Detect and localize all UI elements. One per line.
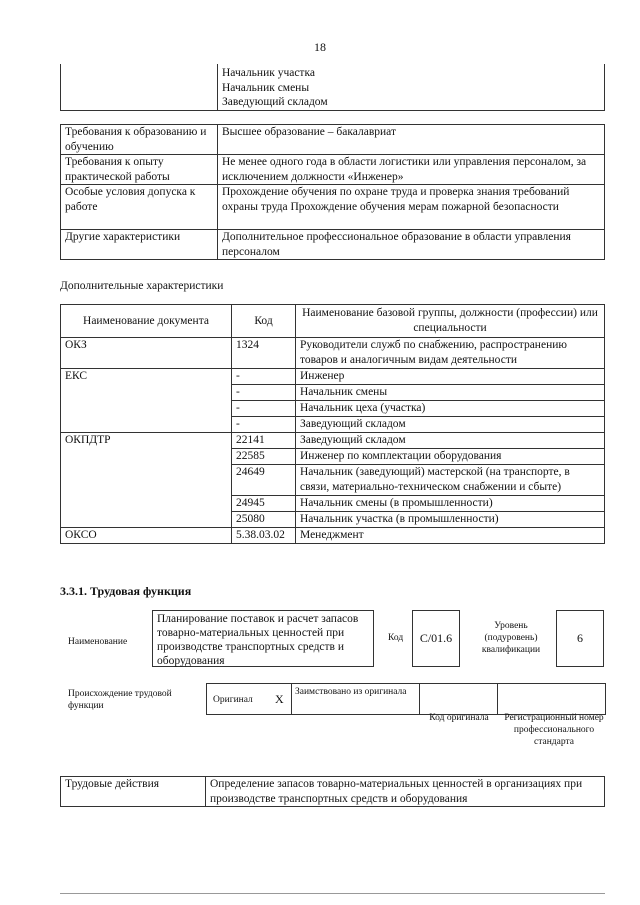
table-row <box>61 496 605 512</box>
requirement-label: Требования к образованию и обучению <box>61 125 218 155</box>
column-header-document: Наименование документа <box>61 305 232 338</box>
name-cell: Начальник смены <box>296 385 605 401</box>
table-row <box>61 433 605 449</box>
doc-cell <box>61 496 232 512</box>
requirement-row <box>61 155 605 185</box>
registration-number-caption: Регистрационный номер профессионального стандарта <box>504 713 604 747</box>
name-cell: Руководители служб по снабжению, распространению товаров и аналогичным видам деятельности <box>296 338 605 369</box>
table-row <box>61 777 605 807</box>
requirement-value: Дополнительное профессиональное образование в области управления персоналом <box>218 230 605 260</box>
requirement-row <box>61 125 605 155</box>
function-name-value: Планирование поставок и расчет запасов товарно-материальных ценностей при производстве транспортных средств и оборудования <box>152 610 374 667</box>
code-cell: 24945 <box>232 496 296 512</box>
table-row <box>61 465 605 496</box>
name-cell: Начальник (заведующий) мастерской (на транспорте, в связи, материально-техническом снабжении и сбыте) <box>296 465 605 496</box>
code-cell: - <box>232 369 296 385</box>
column-header-name: Наименование базовой группы, должности (профессии) или специальности <box>296 305 605 338</box>
code-cell: - <box>232 385 296 401</box>
position-line: Заведующий складом <box>222 96 328 108</box>
table-row <box>61 369 605 385</box>
labor-actions-table <box>60 776 605 807</box>
name-cell: Заведующий складом <box>296 417 605 433</box>
code-cell: 5.38.03.02 <box>232 528 296 544</box>
table-header-row <box>61 305 605 338</box>
name-cell: Инженер <box>296 369 605 385</box>
table-row <box>61 385 605 401</box>
requirement-row <box>61 230 605 260</box>
requirement-label: Особые условия допуска к работе <box>61 185 218 230</box>
requirement-value: Не менее одного года в области логистики или управления персоналом, за исключением должности «Инженер» <box>218 155 605 185</box>
position-line: Начальник участка <box>222 67 315 79</box>
positions-continuation-table <box>60 64 605 111</box>
name-cell: Начальник цеха (участка) <box>296 401 605 417</box>
page-bottom-line <box>60 893 605 894</box>
borrowed-label: Заимствовано из оригинала <box>295 687 407 697</box>
divider <box>291 684 292 714</box>
requirements-table <box>60 124 605 260</box>
code-cell: 24649 <box>232 465 296 496</box>
table-row <box>61 528 605 544</box>
name-cell: Начальник смены (в промышленности) <box>296 496 605 512</box>
divider <box>497 684 498 714</box>
qualification-level-value: 6 <box>556 610 604 667</box>
function-code-value: C/01.6 <box>412 610 460 667</box>
code-cell: - <box>232 417 296 433</box>
column-header-code: Код <box>232 305 296 338</box>
name-cell: Заведующий складом <box>296 433 605 449</box>
doc-cell <box>61 449 232 465</box>
function-code-label: Код <box>388 633 404 643</box>
table-row <box>61 338 605 369</box>
requirement-value: Прохождение обучения по охране труда и проверка знания требований охраны труда Прохождение обучения мерам пожарной безопасности <box>218 185 605 230</box>
doc-cell: ОКЗ <box>61 338 232 369</box>
name-cell: Инженер по комплектации оборудования <box>296 449 605 465</box>
empty-cell <box>61 64 218 110</box>
labor-actions-value: Определение запасов товарно-материальных ценностей в организациях при производстве транспортных средств и оборудования <box>206 777 605 807</box>
requirement-label: Другие характеристики <box>61 230 218 260</box>
requirement-row <box>61 185 605 230</box>
origin-box <box>206 683 606 715</box>
original-label: Оригинал <box>213 695 253 705</box>
table-row <box>61 401 605 417</box>
doc-cell <box>61 417 232 433</box>
labor-actions-label: Трудовые действия <box>61 777 206 807</box>
labor-function-heading: 3.3.1. Трудовая функция <box>60 584 192 598</box>
code-cell: 22585 <box>232 449 296 465</box>
doc-cell <box>61 465 232 496</box>
doc-cell <box>61 401 232 417</box>
position-line: Начальник смены <box>222 81 310 94</box>
doc-cell <box>61 512 232 528</box>
function-name-label: Наименование <box>68 637 128 647</box>
page-number: 18 <box>314 40 326 54</box>
additional-characteristics-table <box>60 304 605 544</box>
divider <box>419 684 420 714</box>
doc-cell <box>61 385 232 401</box>
code-cell: - <box>232 401 296 417</box>
name-cell: Начальник участка (в промышленности) <box>296 512 605 528</box>
code-cell: 22141 <box>232 433 296 449</box>
doc-cell: ЕКС <box>61 369 232 385</box>
name-cell: Менеджмент <box>296 528 605 544</box>
doc-cell: ОКПДТР <box>61 433 232 449</box>
doc-cell: ОКСО <box>61 528 232 544</box>
table-row <box>61 512 605 528</box>
table-row <box>61 417 605 433</box>
requirement-value: Высшее образование – бакалавриат <box>218 125 605 155</box>
original-mark: X <box>275 692 284 706</box>
origin-label: Происхождение трудовой функции <box>68 689 172 711</box>
code-cell: 25080 <box>232 512 296 528</box>
additional-characteristics-title: Дополнительные характеристики <box>60 280 224 292</box>
qualification-level-label: Уровень (подуровень) квалификации <box>481 621 541 655</box>
table-row <box>61 449 605 465</box>
code-cell: 1324 <box>232 338 296 369</box>
requirement-label: Требования к опыту практической работы <box>61 155 218 185</box>
original-code-caption: Код оригинала <box>429 713 489 723</box>
positions-cell <box>218 64 605 110</box>
